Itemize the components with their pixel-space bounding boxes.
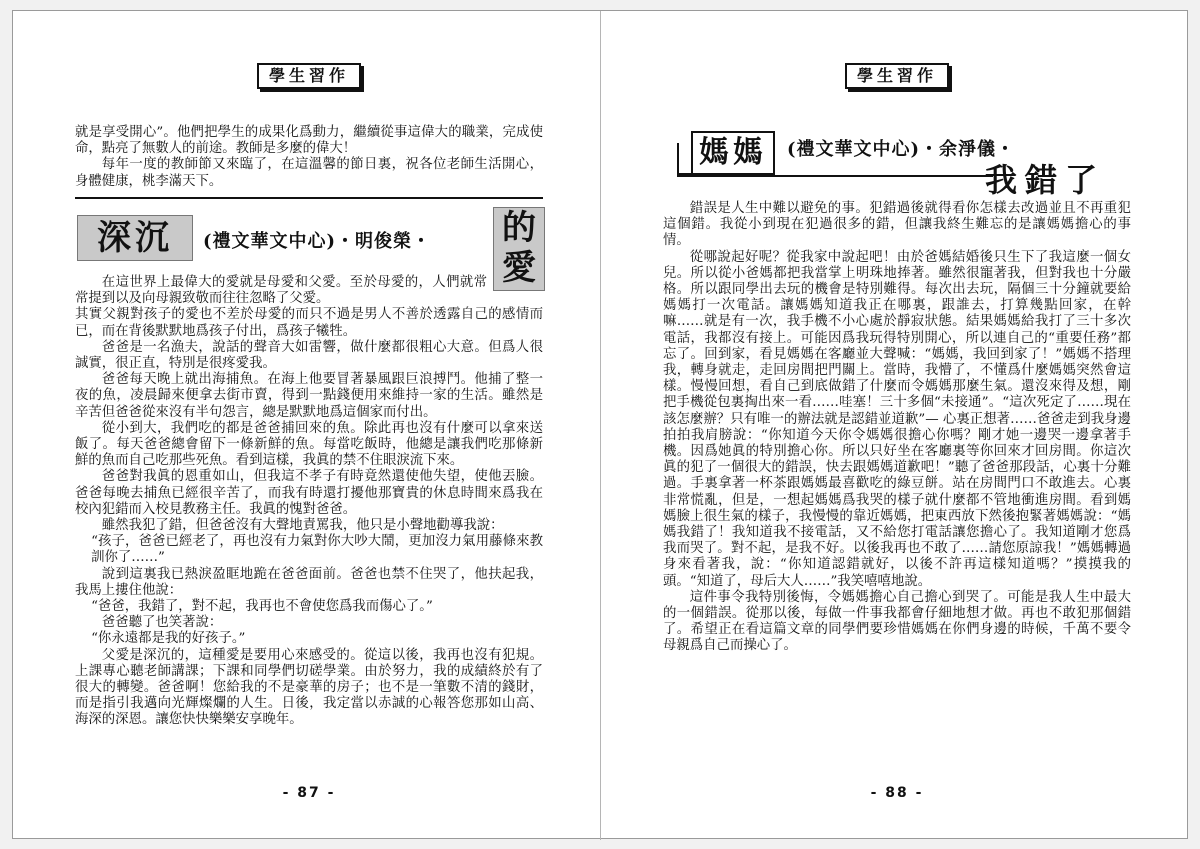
article-paragraph: 爸爸對我眞的恩重如山，但我這不孝子有時竟然還使他失望，使他丟臉。爸爸每晚去捕魚已經很辛苦了，而我有時還打擾他那寶貴的休息時間來爲我在校內犯錯而入校見教務主任。我眞的愧對爸爸。 xyxy=(75,469,543,517)
left-article-title-side: 的愛 xyxy=(493,207,545,291)
left-article-title-main: 深沉 xyxy=(77,215,193,261)
left-page-number: - 87 - xyxy=(282,785,336,801)
article-paragraph: 爸爸聽了也笑著說： xyxy=(101,615,223,631)
article-paragraph: 爸爸每天晚上就出海捕魚。在海上他要冒著暴風跟巨浪搏鬥。他捕了整一夜的魚，凌晨歸來便拿去街市賣，得到一點錢便用來維持一家的生活。雖然是辛苦但爸爸從來沒有半句怨言，總是默默地爲這個家而付出。 xyxy=(75,372,543,420)
article-paragraph: 這件事令我特別後悔，令媽媽擔心自己擔心到哭了。可能是我人生中最大的一個錯誤。從那以後，每做一件事我都會仔細地想才做。再也不敢犯那個錯了。希望正在看這篇文章的同學們要珍惜媽媽在你們身邊的時候，千萬不要令母親爲自己而操心了。 xyxy=(663,589,1131,654)
page-gutter xyxy=(600,11,601,840)
left-article-body xyxy=(75,275,543,729)
left-article-byline: (禮文華文中心)・明俊榮・ xyxy=(203,231,432,252)
right-article-body xyxy=(663,201,1131,655)
continuation-paragraph-1: 就是享受開心”。他們把學生的成果化爲動力，繼續從事這偉大的職業，完成使命，點亮了無數人的前途。教師是多麼的偉大！ xyxy=(75,125,543,157)
article-divider xyxy=(75,197,543,199)
article-paragraph: “孩子，爸爸已經老了，再也沒有力氣對你大吵大鬧，更加沒力氣用藤條來教訓你了……” xyxy=(91,534,543,566)
right-page xyxy=(663,11,1131,840)
left-page-header: 學生習作 xyxy=(257,63,361,89)
article-paragraph: “你永遠都是我的好孩子。” xyxy=(91,631,246,647)
article-paragraph: 說到這裏我已熱淚盈眶地跪在爸爸面前。爸爸也禁不住哭了，他扶起我，我馬上摟住他說： xyxy=(75,566,543,598)
article-paragraph: 爸爸是一名漁夫，說話的聲音大如雷響，做什麼都很粗心大意。但爲人很誠實，很正直，特別是很疼愛我。 xyxy=(75,339,543,372)
article-paragraph: 父愛是深沉的，這種愛是要用心來感受的。從這以後，我再也沒有犯規。上課專心聽老師講課；下課和同學們切磋學業。由於努力，我的成績終於有了很大的轉變。爸爸啊！您給我的不是豪華的房子；也不是一筆數不清的錢財，而是指引我邁向光輝燦爛的人生。日後，我定當以赤誠的心報答您那如山高、海深的深恩。讓您快快樂樂安享晚年。 xyxy=(75,647,543,728)
left-page xyxy=(75,11,543,840)
right-article-byline: (禮文華文中心)・余淨儀・ xyxy=(787,139,1016,160)
right-page-number: - 88 - xyxy=(870,785,924,801)
right-page-header: 學生習作 xyxy=(845,63,949,89)
continuation-paragraph-2: 每年一度的教師節又來臨了，在這溫馨的節日裏，祝各位老師生活開心，身體健康，桃李滿天下。 xyxy=(75,157,543,189)
right-article-title-main: 我錯了 xyxy=(985,161,1106,199)
right-article-title xyxy=(663,121,1131,201)
article-paragraph: “爸爸，我錯了，對不起，我再也不會使您爲我而傷心了。” xyxy=(91,599,433,615)
book-spread xyxy=(12,10,1188,839)
article-paragraph: 其實父親對孩子的愛也不差於母愛的而只不過是男人不善於透露自己的感情而已，而在背後默默地爲孩子付出，爲孩子犧牲。 xyxy=(75,307,543,339)
article-paragraph: 從小到大，我們吃的都是爸爸捕回來的魚。除此再也沒有什麼可以拿來送飯了。每天爸爸總會留下一條新鮮的魚。每當吃飯時，他總是讓我們吃那條新鮮的魚而自己吃那些死魚。看到這樣，我眞的禁不住眼淚流下來。 xyxy=(75,420,543,469)
right-article-title-boxed: 媽媽 xyxy=(691,131,775,175)
article-paragraph: 在這世界上最偉大的愛就是母愛和父愛。至於母愛的，人們就常常提到以及向母親致敬而往往忽略了父愛。 xyxy=(75,275,487,307)
article-paragraph: 錯誤是人生中難以避免的事。犯錯過後就得看你怎樣去改過並且不再重犯這個錯。我從小到現在犯過很多的錯，但讓我終生難忘的是讓媽媽擔心的事情。 xyxy=(663,201,1131,249)
article-paragraph: 從哪說起好呢？從我家中說起吧！由於爸媽結婚後只生下了我這麼一個女兒。所以從小爸媽都把我當掌上明珠地捧著。雖然很寵著我，但對我也十分嚴格。所以跟同學出去玩的機會是特別難得。每次出去玩，隔個三十分鐘就要給媽媽打一次電話。讓媽媽知道我正在哪裏，跟誰去，打算幾點回家，在幹嘛……就是有一次，我手機不小心處於靜寂狀態。結果媽媽給我打了三十多次電話，我都沒有接上。可能因爲我玩得特別開心，所以連自己的“重要任務”都忘了。回到家，看見媽媽在客廳並大聲喊：“媽媽，我回到家了！”媽媽不搭理我，轉身就走，走回房間把門關上。當時，我懵了，不懂爲什麼媽媽突然會這樣。慢慢回想，看自己到底做錯了什麼而令媽媽那麼生氣。還沒來得及想，剛把手機從包裏掏出來一看……哇塞！三十多個“未接通”。“這次死定了……現在該怎麼辦？只有唯一的辦法就是認錯並道歉”— 心裏正想著……爸爸走到我身邊拍拍我肩膀說：“你知道今天你令媽媽很擔心你嗎？剛才她一邊哭一邊拿著手機。因爲她眞的特別擔心你。所以只好坐在客廳裏等你回來才回房間。你這次眞的犯了一個很大的錯誤，快去跟媽媽道歉吧！”聽了爸爸那段話，心裏十分難過。手裏拿著一杯茶跟媽媽最喜歡吃的綠豆餅。站在房間門口不敢進去。心裏非常慌亂，但是，一想起媽媽爲我哭的樣子就什麼都不管地衝進房間。看到媽媽臉上很生氣的樣子，我慢慢的靠近媽媽，把東西放下然後抱緊著媽媽說：“媽媽我錯了！我知道我不接電話，又不給您打電話讓您擔心了。我知道剛才您爲我而哭了。對不起，是我不好。以後我再也不敢了……請您原諒我！”媽媽轉過身來看著我，說：“你知道認錯就好，以後不許再這樣知道嗎？”摸摸我的頭。“知道了，母后大人……”我笑嘻嘻地說。 xyxy=(663,249,1131,589)
left-article-title xyxy=(75,207,543,288)
article-paragraph: 雖然我犯了錯，但爸爸沒有大聲地責罵我，他只是小聲地勸導我說： xyxy=(101,518,504,534)
previous-article-continuation xyxy=(75,125,543,190)
title-underline xyxy=(677,175,993,177)
